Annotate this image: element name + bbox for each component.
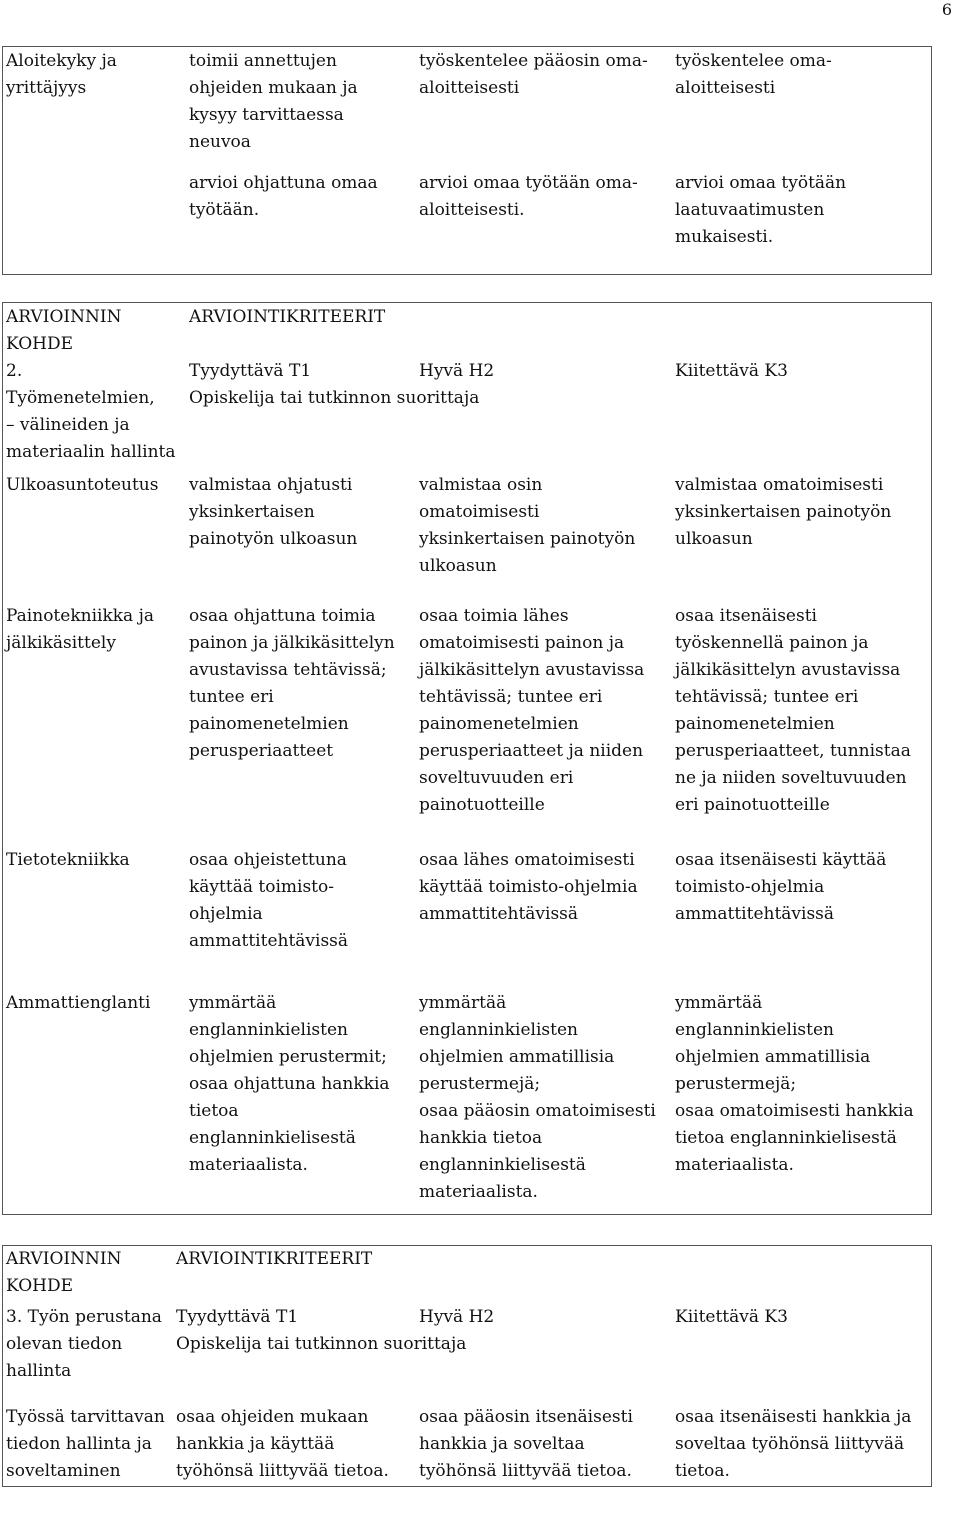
grade-t1: Tyydyttävä T1 — [189, 361, 312, 381]
tietotekniikka-t1: osaa ohjeistettuna käyttää toimisto- ohjelmia ammattitehtävissä — [189, 850, 349, 951]
painotekniikka-t1: osaa ohjattuna toimia painon ja jälkikäsittelyn avustavissa tehtävissä; tuntee eri painomenetelmien perusperiaatteet — [189, 606, 395, 761]
painotekniikka-k3: osaa itsenäisesti työskennellä painon ja jälkikäsittelyn avustavissa tehtävissä; tuntee eri painomenetelmien perusperiaatteet, tunnistaa ne ja niiden soveltuvuuden eri painotuotteille — [675, 606, 911, 815]
section-title: 2. Työmenetelmien, – välineiden ja materiaalin hallinta — [6, 361, 176, 462]
t1-cell-1: toimii annettujen ohjeiden mukaan ja kysyy tarvittaessa neuvoa — [189, 51, 358, 152]
ulkoasu-k3: valmistaa omatoimisesti yksinkertaisen painotyön ulkoasun — [675, 475, 892, 549]
grade-t1-3: Tyydyttävä T1 — [176, 1307, 299, 1327]
row-label-aloitekyky: Aloitekyky ja yrittäjyys — [6, 51, 117, 98]
ulkoasu-t1: valmistaa ohjatusti yksinkertaisen painotyön ulkoasun — [189, 475, 358, 549]
ammattienglanti-t1: ymmärtää englanninkielisten ohjelmien perustermit; osaa ohjattuna hankkia tietoa englanninkielisestä materiaalista. — [189, 993, 390, 1175]
object-heading-3: ARVIOINNIN KOHDE — [6, 1249, 122, 1296]
painotekniikka-h2: osaa toimia lähes omatoimisesti painon ja jälkikäsittelyn avustavissa tehtävissä; tuntee eri painomenetelmien perusperiaatteet ja niiden soveltuvuuden eri painotuotteille — [419, 606, 645, 815]
ammattienglanti-h2: ymmärtää englanninkielisten ohjelmien ammatillisia perustermejä; osaa pääosin omatoimisesti hankkia tietoa englanninkielisestä materiaalista. — [419, 993, 656, 1202]
row-label-ulkoasuntoteutus: Ulkoasuntoteutus — [6, 475, 159, 495]
subject-line-3: Opiskelija tai tutkinnon suorittaja — [176, 1334, 467, 1354]
t1-cell-2: arvioi ohjattuna omaa työtään. — [189, 173, 378, 220]
grade-k3-3: Kiitettävä K3 — [675, 1307, 788, 1327]
row-label-painotekniikka: Painotekniikka ja jälkikäsittely — [6, 606, 154, 653]
tiedon-hallinta-h2: osaa pääosin itsenäisesti hankkia ja soveltaa työhönsä liittyvää tietoa. — [419, 1407, 633, 1481]
criteria-heading: ARVIOINTIKRITEERIT — [189, 307, 386, 327]
row-label-tietotekniikka: Tietotekniikka — [6, 850, 130, 870]
grade-h2: Hyvä H2 — [419, 361, 495, 381]
section-title-3: 3. Työn perustana olevan tiedon hallinta — [6, 1307, 162, 1381]
k3-cell-1: työskentelee oma- aloitteisesti — [675, 51, 832, 98]
ammattienglanti-k3: ymmärtää englanninkielisten ohjelmien ammatillisia perustermejä; osaa omatoimisesti hankkia tietoa englanninkielisestä materiaalista. — [675, 993, 914, 1175]
row-label-tiedon-hallinta: Työssä tarvittavan tiedon hallinta ja soveltaminen — [6, 1407, 165, 1481]
k3-cell-2: arvioi omaa työtään laatuvaatimusten mukaisesti. — [675, 173, 847, 247]
h2-cell-1: työskentelee pääosin oma- aloitteisesti — [419, 51, 648, 98]
tietotekniikka-k3: osaa itsenäisesti käyttää toimisto-ohjelmia ammattitehtävissä — [675, 850, 887, 924]
grade-k3: Kiitettävä K3 — [675, 361, 788, 381]
page-number: 6 — [941, 0, 952, 19]
ulkoasu-h2: valmistaa osin omatoimisesti yksinkertaisen painotyön ulkoasun — [419, 475, 636, 576]
object-heading: ARVIOINNIN KOHDE — [6, 307, 122, 354]
tiedon-hallinta-k3: osaa itsenäisesti hankkia ja soveltaa työhönsä liittyvää tietoa. — [675, 1407, 912, 1481]
h2-cell-2: arvioi omaa työtään oma- aloitteisesti. — [419, 173, 638, 220]
grade-h2-3: Hyvä H2 — [419, 1307, 495, 1327]
criteria-heading-3: ARVIOINTIKRITEERIT — [176, 1249, 373, 1269]
row-label-ammattienglanti: Ammattienglanti — [6, 993, 151, 1013]
tiedon-hallinta-t1: osaa ohjeiden mukaan hankkia ja käyttää työhönsä liittyvää tietoa. — [176, 1407, 389, 1481]
tietotekniikka-h2: osaa lähes omatoimisesti käyttää toimisto-ohjelmia ammattitehtävissä — [419, 850, 638, 924]
subject-line: Opiskelija tai tutkinnon suorittaja — [189, 388, 480, 408]
